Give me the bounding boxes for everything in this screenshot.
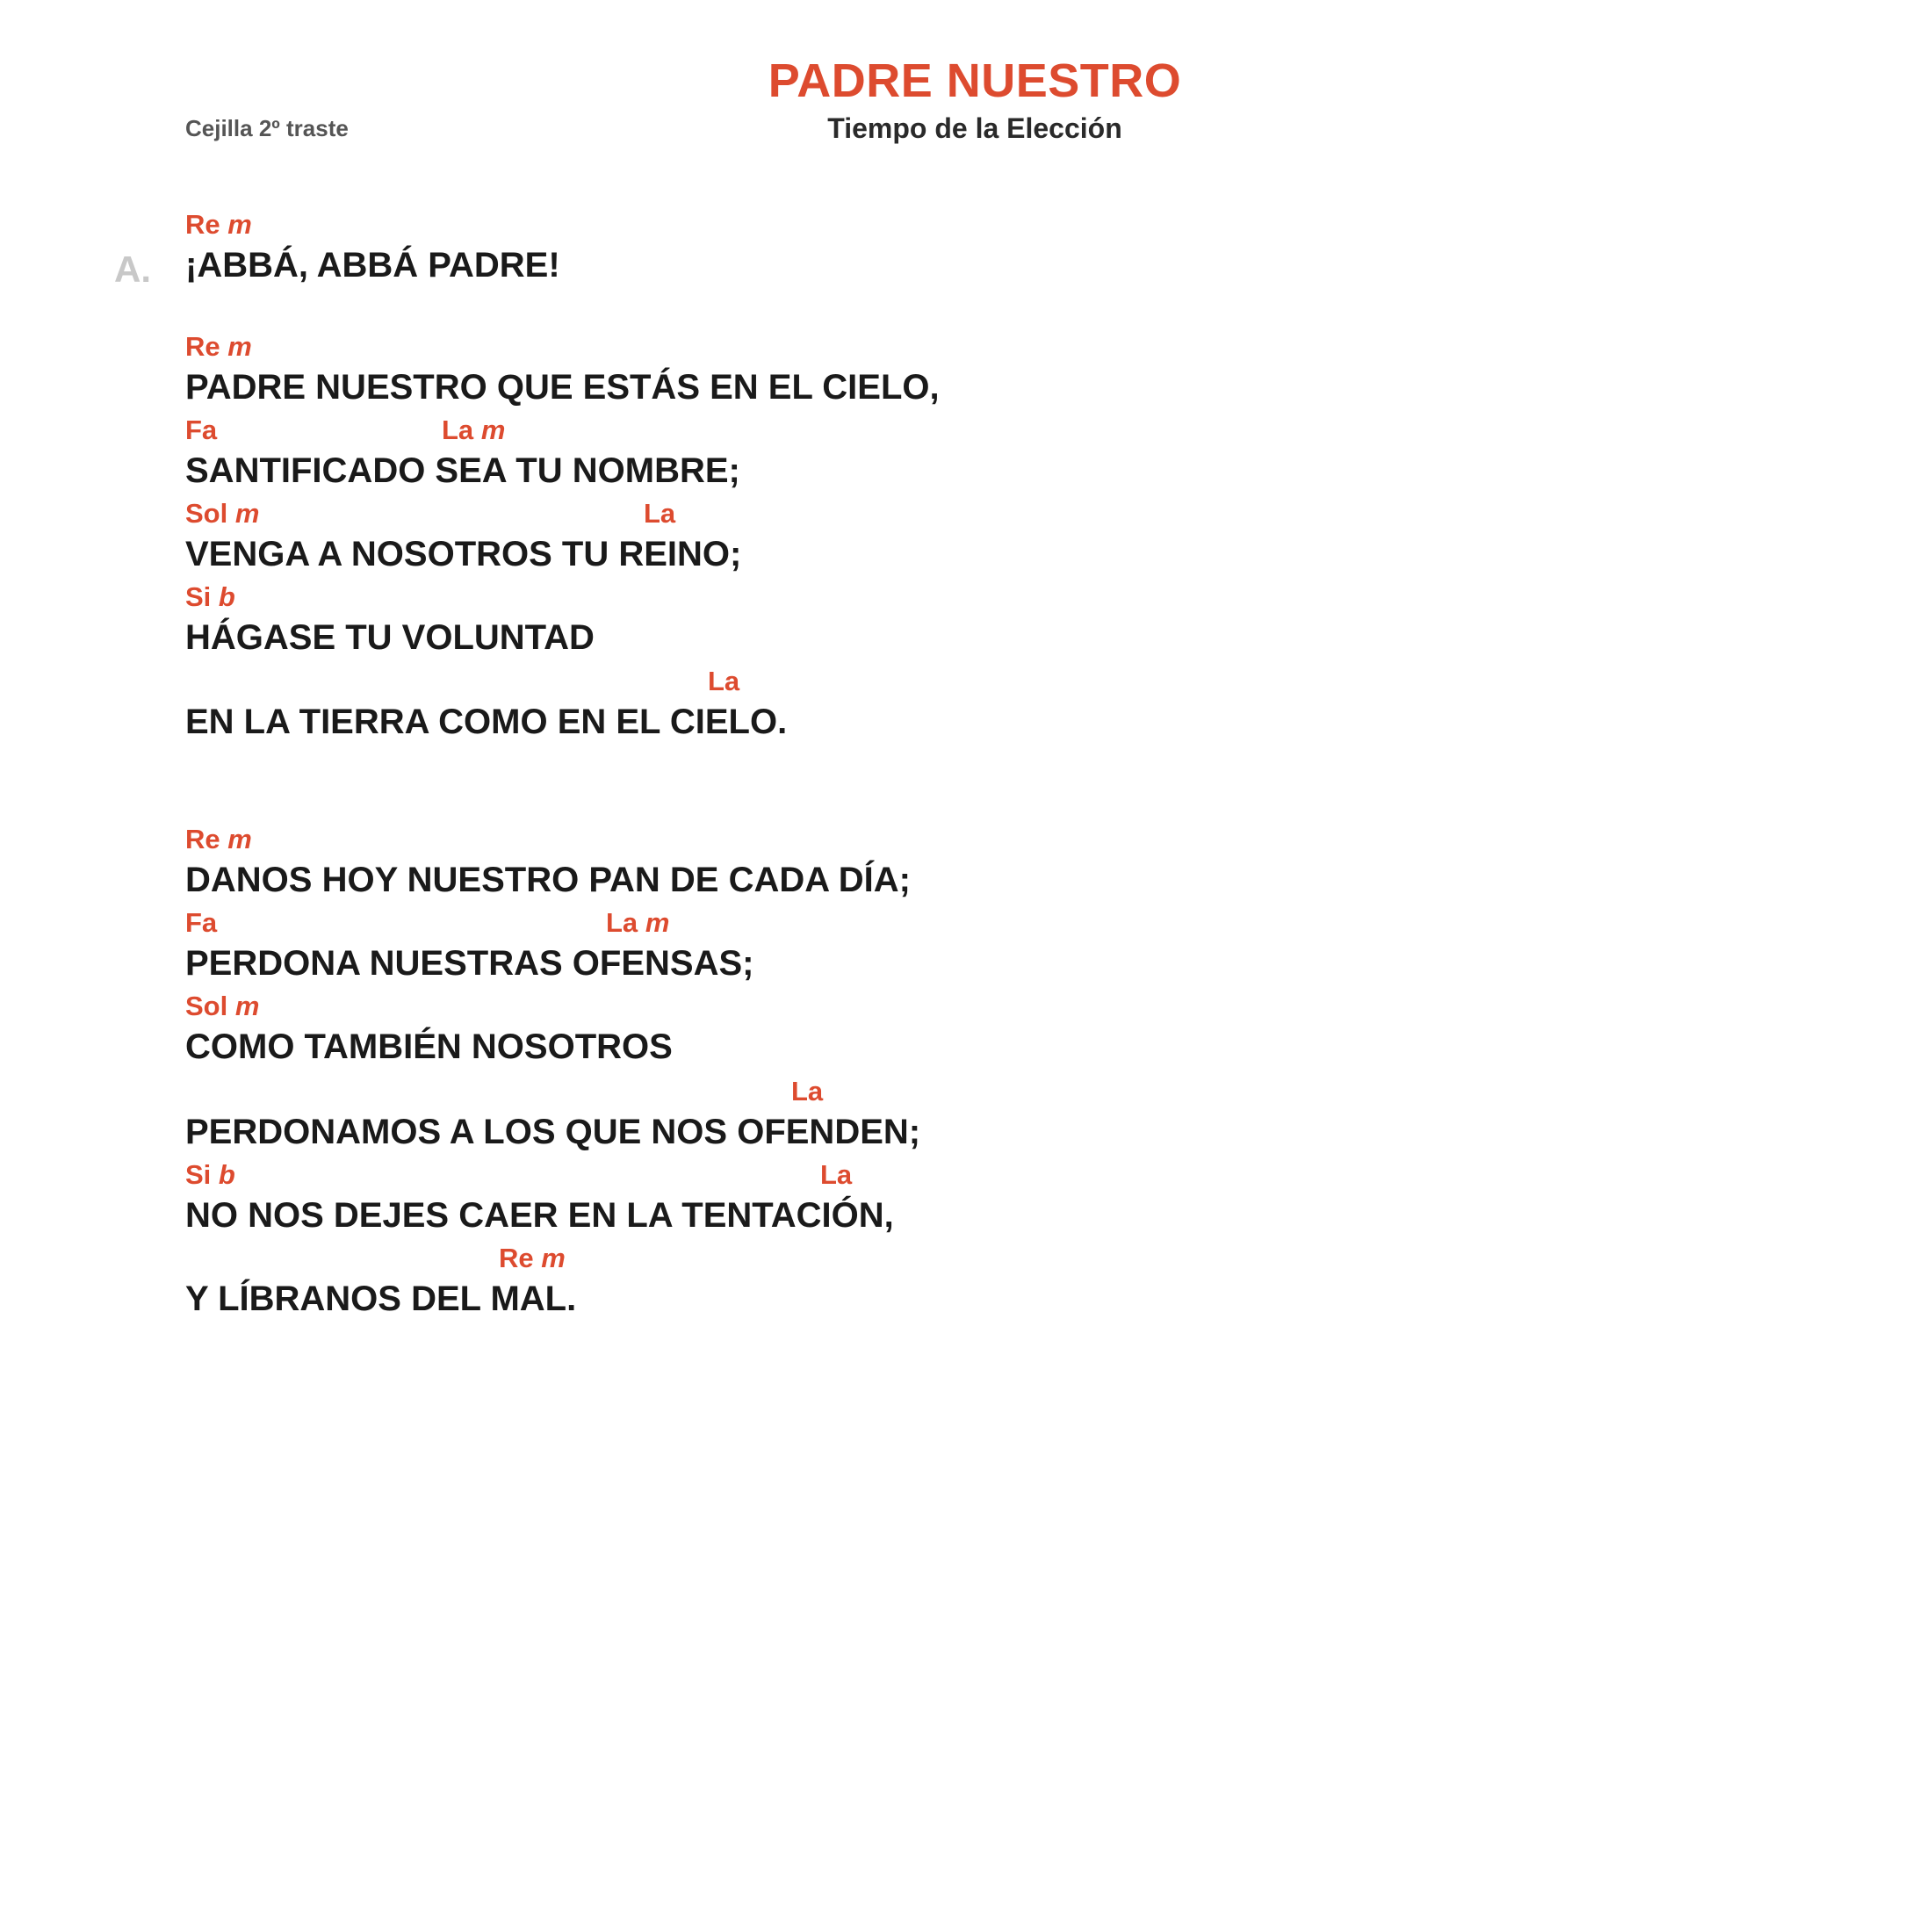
- chord-root: Si: [185, 581, 212, 612]
- lyric-line: PERDONAMOS A LOS QUE NOS OFENDEN;: [185, 1113, 921, 1151]
- chord-root: La: [606, 907, 638, 938]
- chord-root: Si: [185, 1159, 212, 1190]
- lyric-line: SANTIFICADO SEA TU NOMBRE;: [185, 451, 740, 490]
- chord-root: La: [791, 1076, 824, 1107]
- chord: [185, 907, 217, 939]
- chord: [185, 209, 252, 241]
- chord-quality: m: [541, 1243, 566, 1273]
- chord: [644, 498, 675, 530]
- lyric-line: ¡ABBÁ, ABBÁ PADRE!: [185, 246, 560, 285]
- chord-quality: m: [234, 498, 260, 529]
- chord-root: Sol: [185, 498, 228, 529]
- chord-root: Sol: [185, 991, 228, 1021]
- section-label: A.: [114, 249, 151, 290]
- chord: [499, 1243, 566, 1274]
- capo-note: Cejilla 2º traste: [185, 115, 349, 141]
- chord-quality: m: [480, 415, 506, 445]
- lyric-line: DANOS HOY NUESTRO PAN DE CADA DÍA;: [185, 861, 911, 899]
- chord-root: Fa: [185, 907, 218, 938]
- lyric-line: HÁGASE TU VOLUNTAD: [185, 618, 595, 657]
- chord-root: La: [442, 415, 474, 445]
- chord: [820, 1159, 852, 1191]
- chord-root: Re: [185, 331, 220, 362]
- chord: [708, 666, 739, 697]
- chord: [606, 907, 669, 939]
- lyric-line: EN LA TIERRA COMO EN EL CIELO.: [185, 703, 788, 741]
- lyric-line: VENGA A NOSOTROS TU REINO;: [185, 535, 742, 573]
- lyric-line: COMO TAMBIÉN NOSOTROS: [185, 1027, 673, 1066]
- song-title: PADRE NUESTRO: [768, 54, 1182, 107]
- chord-quality: m: [227, 209, 252, 240]
- chord-quality: m: [227, 824, 252, 854]
- chord-quality: m: [645, 907, 670, 938]
- chord-root: Fa: [185, 415, 218, 445]
- chord-quality: b: [218, 1159, 235, 1190]
- lyric-line: PADRE NUESTRO QUE ESTÁS EN EL CIELO,: [185, 368, 940, 407]
- chord: [442, 415, 505, 446]
- lyric-line: NO NOS DEJES CAER EN LA TENTACIÓN,: [185, 1196, 894, 1235]
- chord-root: La: [644, 498, 676, 529]
- chord: [791, 1076, 823, 1107]
- chord: [185, 581, 235, 613]
- lyric-line: Y LÍBRANOS DEL MAL.: [185, 1280, 577, 1318]
- chord-root: Re: [185, 824, 220, 854]
- chord: [185, 824, 252, 855]
- lyric-line: PERDONA NUESTRAS OFENSAS;: [185, 944, 754, 983]
- chord-root: La: [820, 1159, 853, 1190]
- chord-root: Re: [499, 1243, 534, 1273]
- chord: [185, 331, 252, 363]
- chord-quality: m: [234, 991, 260, 1021]
- chord: [185, 1159, 235, 1191]
- chord-quality: b: [218, 581, 235, 612]
- chord-root: La: [708, 666, 740, 696]
- song-header: [536, 54, 1414, 146]
- chord-quality: m: [227, 331, 252, 362]
- song-subtitle: Tiempo de la Elección: [827, 112, 1122, 144]
- chord-root: Re: [185, 209, 220, 240]
- chord: [185, 498, 259, 530]
- chord: [185, 991, 259, 1022]
- chord: [185, 415, 217, 446]
